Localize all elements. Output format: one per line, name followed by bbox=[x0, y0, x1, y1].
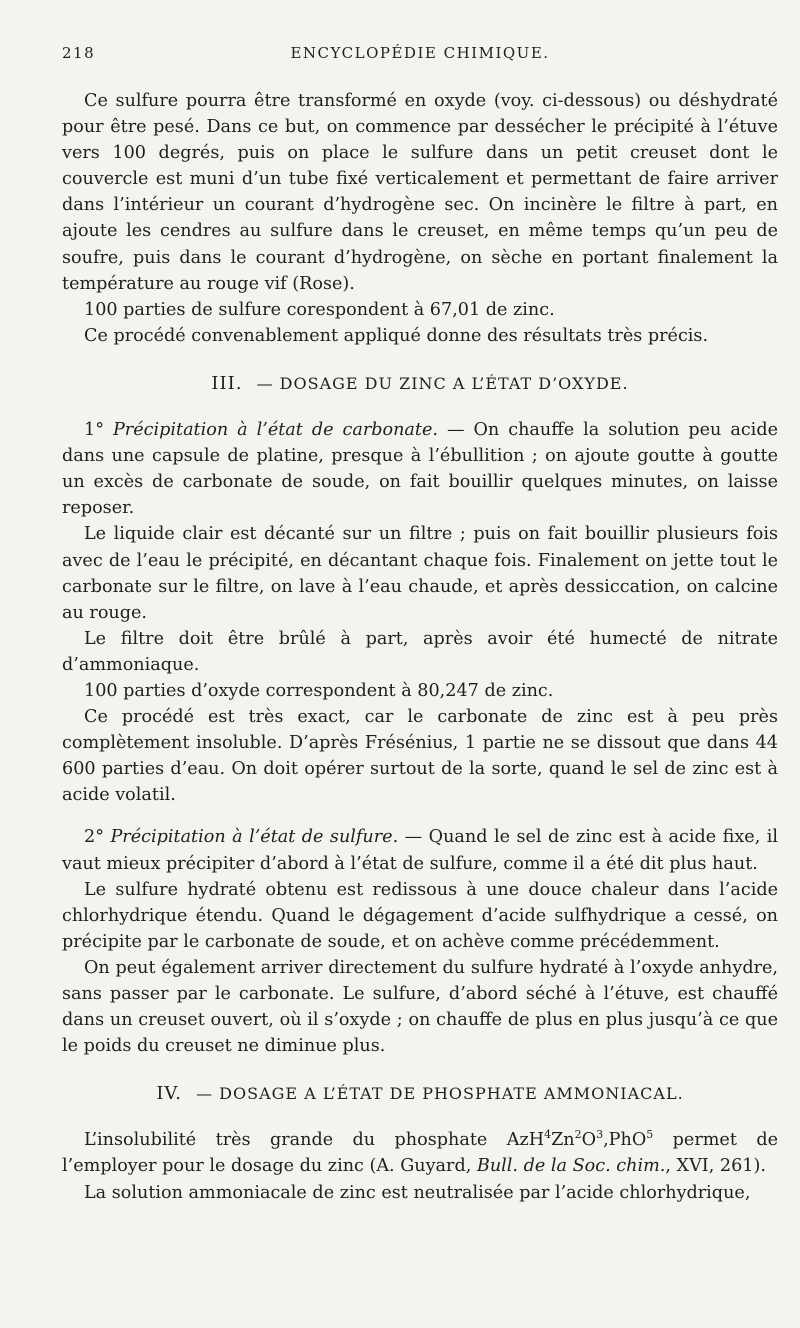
paragraph-text: — On chauffe la solution peu acide dans une capsule de platine, presque à l’ébullition ; on ajoute goutte à goutte un excès de carbonate de soude, on fait bouillir quelques minutes, on laisse reposer. bbox=[62, 420, 778, 519]
paragraph-oxyde-anhydre: On peut également arriver directement du sulfure hydraté à l’oxyde anhydre, sans passer par le carbonate. Le sulfure, d’abord séché à l’étuve, est chauffé dans un creuset ouvert, où il s’oxyde ; on chauffe de plus en plus jusqu’à ce que le poids du creuset ne diminue plus. bbox=[62, 957, 778, 1057]
paragraph-procede-precis: Ce procédé convenablement appliqué donne des résultats très précis. bbox=[84, 325, 709, 346]
text-run: Zn bbox=[551, 1130, 575, 1151]
paragraph-sulfure-hydrate: Le sulfure hydraté obtenu est redissous à une douce chaleur dans l’acide chlorhydrique étendu. Quand le dégagement d’acide sulfhydrique a cessé, on précipite par le carbonate de soude, et on achève comme précédemment. bbox=[62, 879, 778, 952]
superscript: 5 bbox=[646, 1128, 654, 1142]
text-run: L’insolubilité très grande du phosphate AzH bbox=[84, 1130, 545, 1151]
running-head bbox=[62, 44, 778, 74]
section-heading-oxyde bbox=[62, 371, 778, 397]
running-title: ENCYCLOPÉDIE CHIMIQUE. bbox=[290, 44, 550, 62]
paragraph-sulfure-ratio: 100 parties de sulfure corespondent à 67,01 de zinc. bbox=[84, 299, 555, 320]
text-run: ,PhO bbox=[603, 1130, 647, 1151]
paragraph-filtre-brule: Le filtre doit être brûlé à part, après avoir été humecté de nitrate d’ammoniaque. bbox=[62, 628, 778, 675]
text-run: permet de l’employer pour le dosage du zinc (A. Guyard, bbox=[62, 1130, 778, 1177]
paragraph-precipitation-sulfure bbox=[62, 824, 778, 876]
page-number: 218 bbox=[62, 44, 96, 62]
citation-journal: Bull. de la Soc. chim. bbox=[476, 1156, 666, 1177]
subsection-title: Précipitation à l’état de carbonate. bbox=[112, 420, 438, 441]
section-title: — DOSAGE A L’ÉTAT DE PHOSPHATE AMMONIACAL. bbox=[196, 1084, 684, 1104]
paragraph-oxyde-ratio: 100 parties d’oxyde correspondent à 80,247 de zinc. bbox=[84, 680, 554, 701]
superscript: 4 bbox=[544, 1128, 552, 1142]
paragraph-liquide-decante: Le liquide clair est décanté sur un filtre ; puis on fait bouillir plusieurs fois avec de l’eau le précipité, en décantant chaque fois. Finalement on jette tout le carbonate sur le filtre, on lave à l’eau chaude, et après dessiccation, on calcine au rouge. bbox=[62, 524, 778, 623]
text-run: O bbox=[581, 1130, 597, 1151]
subsection-number: 2° bbox=[84, 827, 104, 848]
paragraph-solution-ammoniacale: La solution ammoniacale de zinc est neutralisée par l’acide chlorhydrique, bbox=[84, 1182, 751, 1203]
subsection-number: 1° bbox=[84, 420, 104, 441]
superscript: 3 bbox=[596, 1128, 604, 1142]
subsection-title: Précipitation à l’état de sulfure. bbox=[110, 827, 399, 848]
superscript: 2 bbox=[574, 1128, 582, 1142]
paragraph-sulfure-transformation: Ce sulfure pourra être transformé en oxyde (voy. ci-dessous) ou déshydraté pour être pesé. Dans ce but, on commence par dessécher le précipité à l’étuve vers 100 degrés, puis on place le sulfure dans un petit creuset dont le couvercle est muni d’un tube fixé verticalement et permettant de faire arriver dans l’intérieur un courant d’hydrogène sec. On incinère le filtre à part, en ajoute les cendres au sulfure dans le creuset, en même temps qu’un peu de soufre, puis dans le courant d’hydrogène, on sèche en portant finalement la température au rouge vif (Rose). bbox=[62, 91, 778, 294]
section-number: IV. bbox=[156, 1083, 182, 1105]
section-heading-phosphate bbox=[62, 1081, 778, 1107]
paragraph-procede-exact: Ce procédé est très exact, car le carbonate de zinc est à peu près complètement insoluble. D’après Frésénius, 1 partie ne se dissout que dans 44 600 parties d’eau. On doit opérer surtout de la sorte, quand le sel de zinc est à acide volatil. bbox=[62, 707, 778, 806]
section-title: — DOSAGE DU ZINC A L’ÉTAT D’OXYDE. bbox=[256, 373, 629, 393]
body-text bbox=[62, 88, 778, 1206]
paragraph-text: — Quand le sel de zinc est à acide fixe, il vaut mieux précipiter d’abord à l’état de sulfure, comme il a été dit plus haut. bbox=[62, 827, 779, 874]
text-run: , XVI, 261). bbox=[665, 1156, 766, 1177]
paragraph-phosphate-insolubilite bbox=[62, 1127, 778, 1179]
paragraph-precipitation-carbonate bbox=[62, 417, 778, 521]
section-number: III. bbox=[211, 372, 243, 394]
